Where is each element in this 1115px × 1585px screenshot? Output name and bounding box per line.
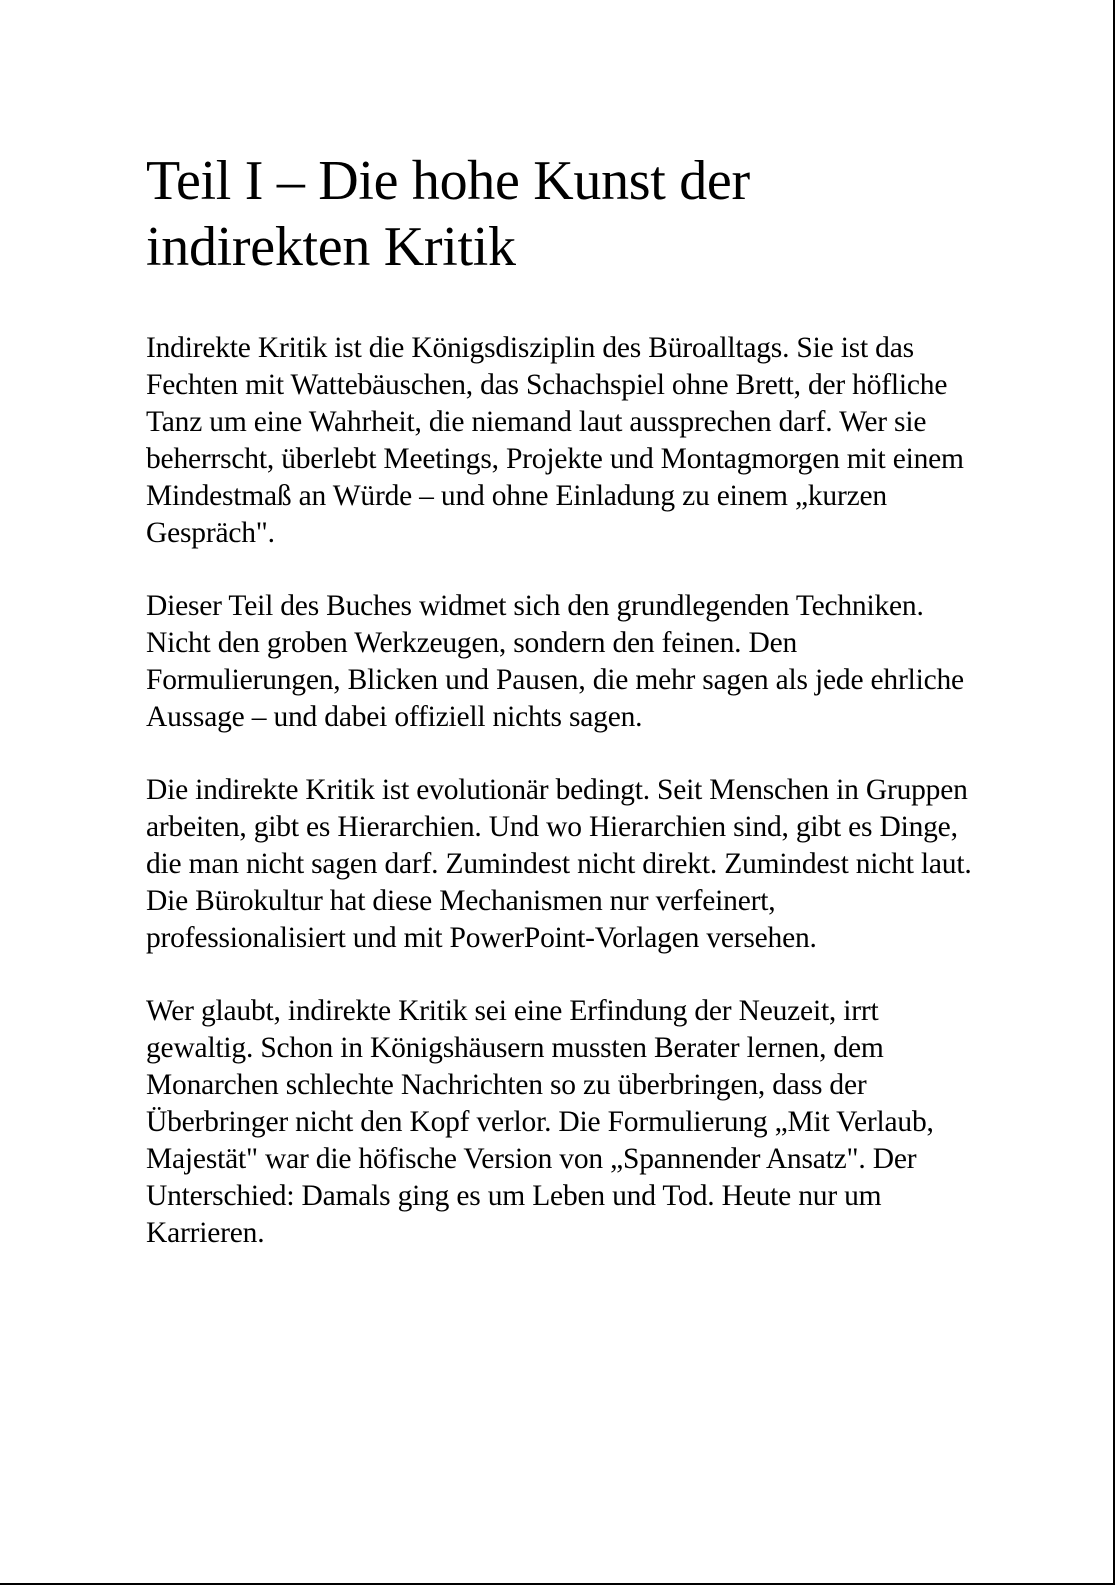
paragraph-4: Wer glaubt, indirekte Kritik sei eine Erfindung der Neuzeit, irrt gewaltig. Schon in Königshäusern mussten Berater lernen, dem Monarchen schlechte Nachrichten so zu überbringen, dass der Überbringer nicht den Kopf verlor. Die Formulierung „Mit Verlaub, Majestät" war die höfische Version von „Spannender Ansatz". Der Unterschied: Damals ging es um Leben und Tod. Heute nur um Karrieren.	[146, 995, 934, 1249]
paragraph-3: Die indirekte Kritik ist evolutionär bedingt. Seit Menschen in Gruppen arbeiten, gibt es Hierarchien. Und wo Hierarchien sind, gibt es Dinge, die man nicht sagen darf. Zumindest nicht direkt. Zumindest nicht laut. Die Bürokultur hat diese Mechanismen nur verfeinert, professionalisiert und mit PowerPoint-Vorlagen versehen.	[146, 774, 972, 954]
page-content	[146, 148, 976, 1288]
paragraph-2: Dieser Teil des Buches widmet sich den grundlegenden Techniken. Nicht den groben Werkzeugen, sondern den feinen. Den Formulierungen, Blicken und Pausen, die mehr sagen als jede ehrliche Aussage – und dabei offiziell nichts sagen.	[146, 590, 964, 733]
paragraph-1: Indirekte Kritik ist die Königsdisziplin des Büroalltags. Sie ist das Fechten mit Wattebäuschen, das Schachspiel ohne Brett, der höfliche Tanz um eine Wahrheit, die niemand laut aussprechen darf. Wer sie beherrscht, überlebt Meetings, Projekte und Montagmorgen mit einem Mindestmaß an Würde – und ohne Einladung zu einem „kurzen Gespräch".	[146, 332, 964, 549]
chapter-title: Teil I – Die hohe Kunst der indirekten Kritik	[146, 150, 750, 278]
